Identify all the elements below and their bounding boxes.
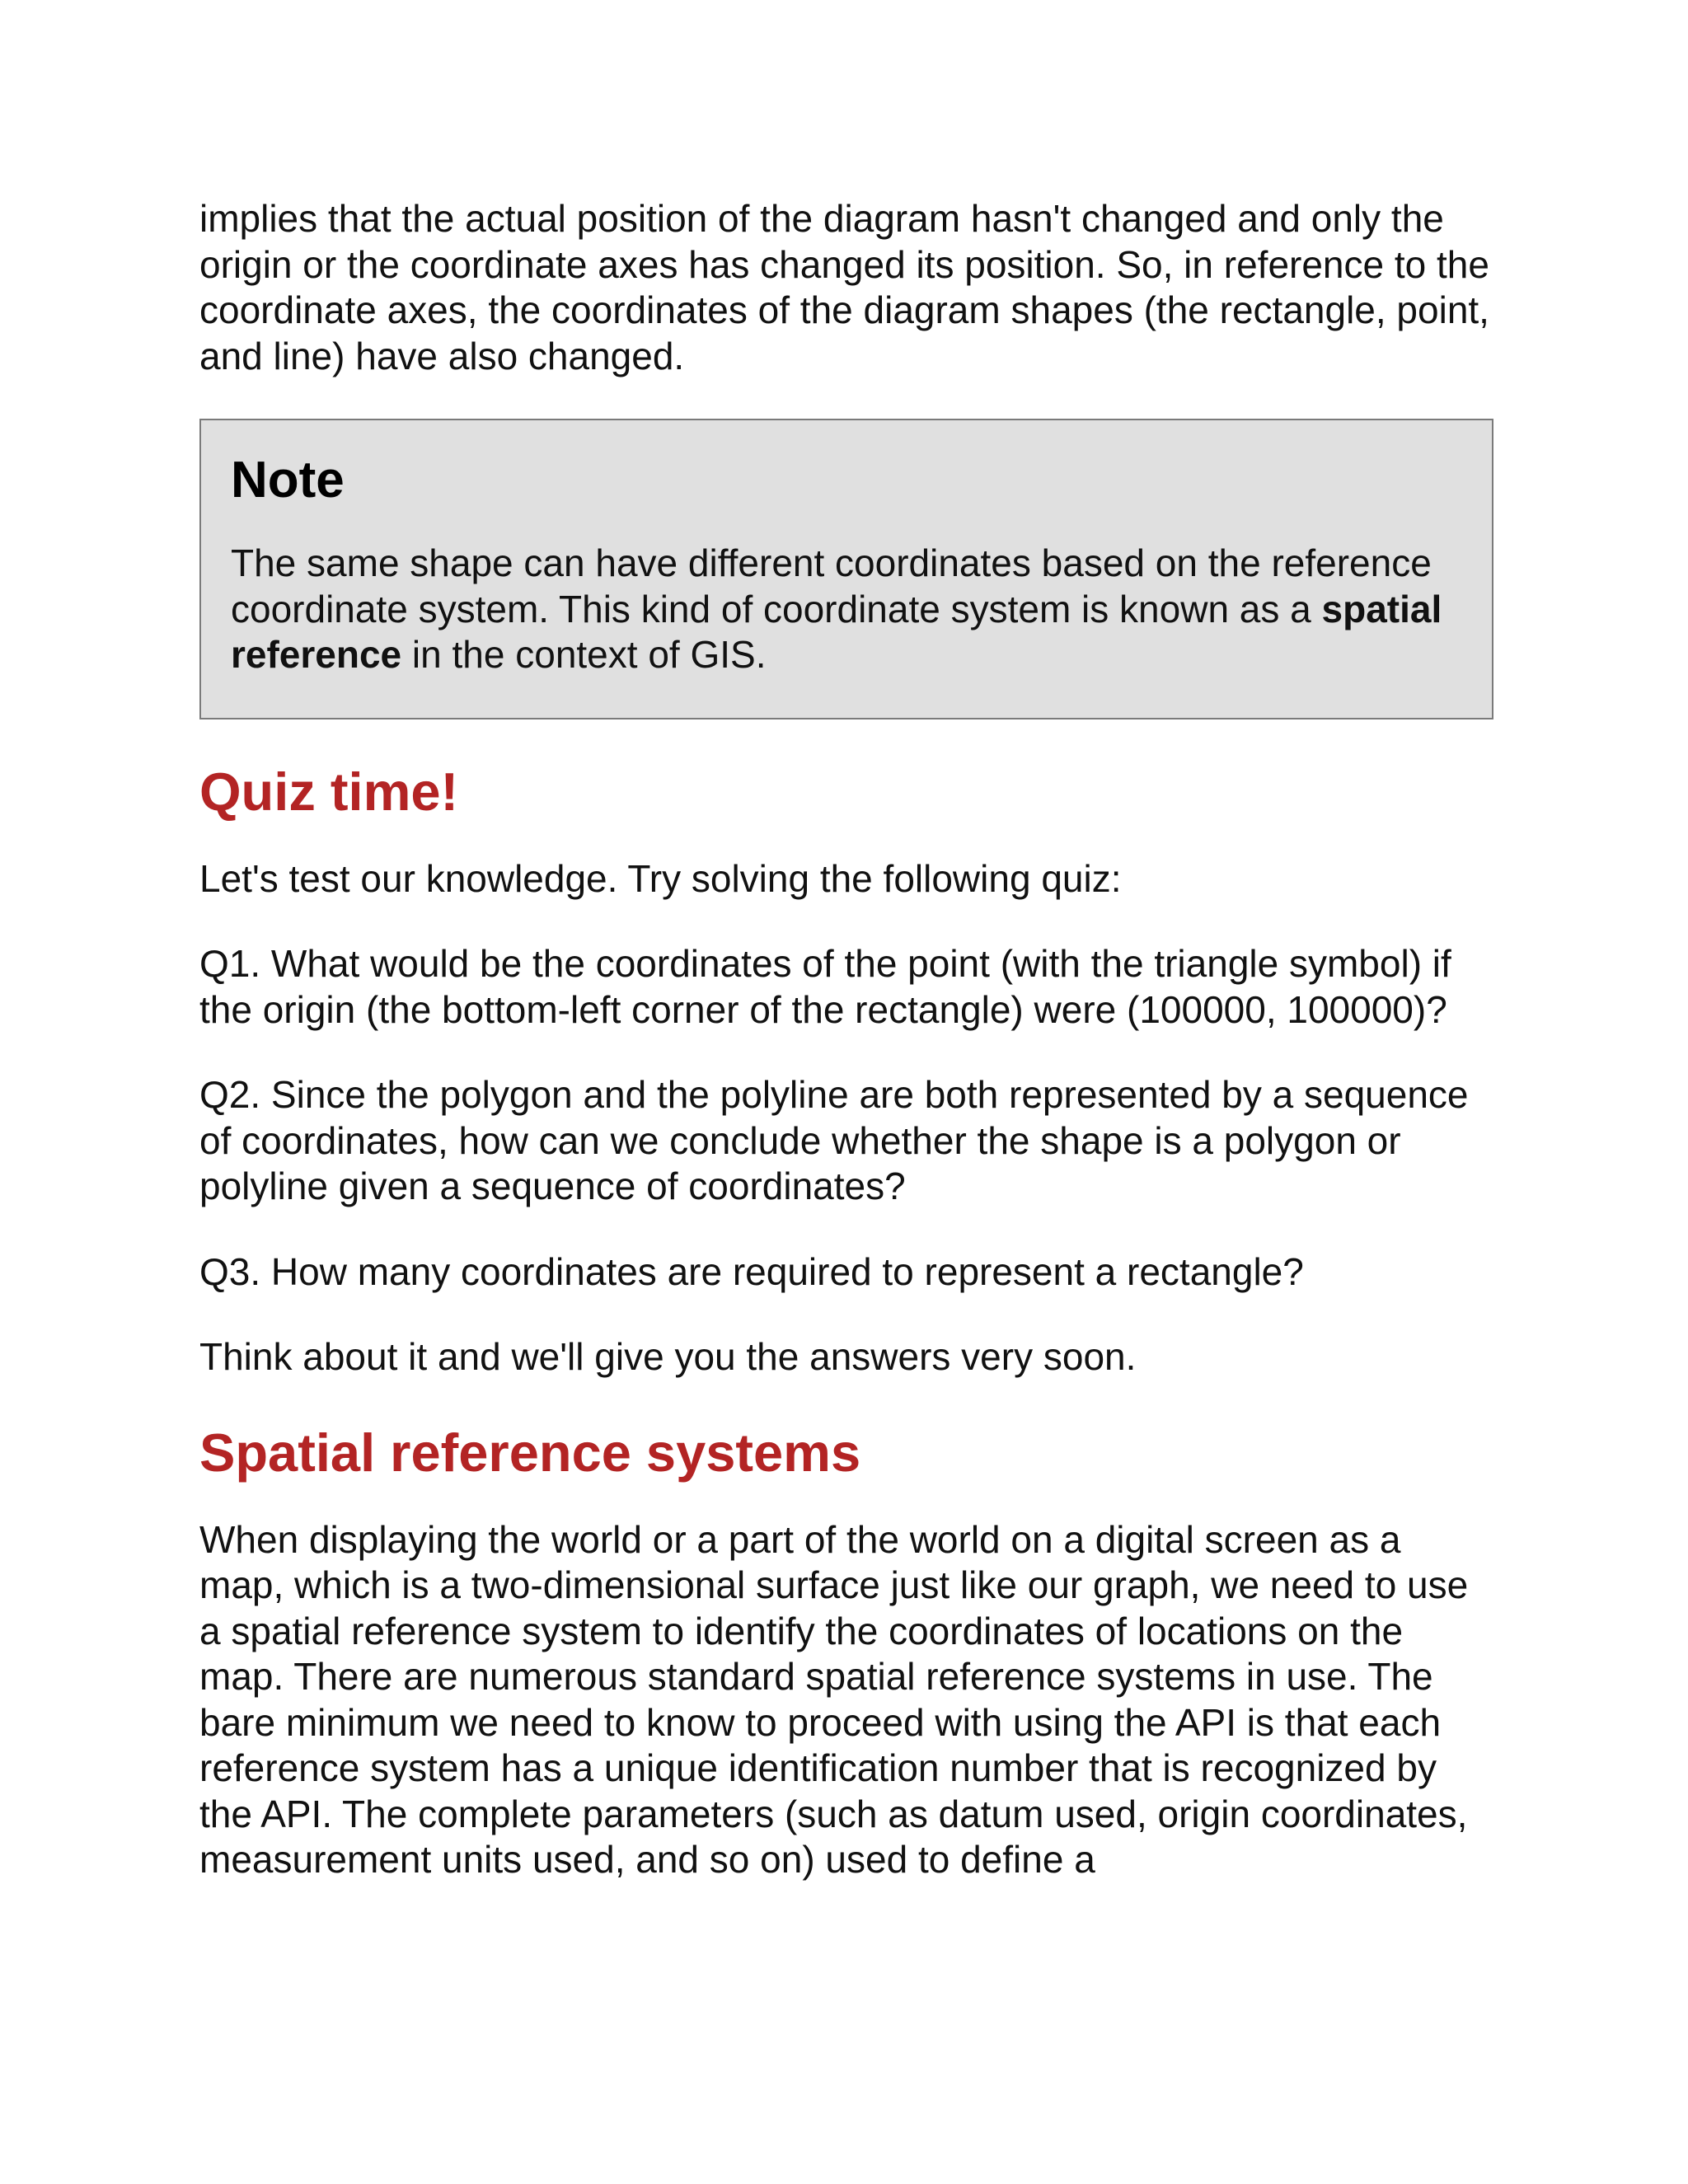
note-text-after: in the context of GIS. (401, 633, 767, 676)
document-page (199, 196, 1493, 1883)
note-paragraph (231, 541, 1462, 678)
note-box (199, 419, 1493, 719)
quiz-intro: Let's test our knowledge. Try solving the following quiz: (199, 856, 1122, 900)
spatial-heading: Spatial reference systems (199, 1422, 861, 1483)
note-text-before: The same shape can have different coordinates based on the reference coordinate system. This kind of coordinate system is known as a (231, 541, 1432, 630)
quiz-question-1: Q1. What would be the coordinates of the point (with the triangle symbol) if the origin (the bottom-left corner of the rectangle) were (100000, 100000)? (199, 942, 1451, 1031)
quiz-question-2: Q2. Since the polygon and the polyline are both represented by a sequence of coordinates, how can we conclude whether the shape is a polygon or polyline given a sequence of coordinates? (199, 1073, 1469, 1207)
quiz-heading: Quiz time! (199, 761, 459, 822)
note-bold-term: spatial reference (231, 587, 1442, 676)
spatial-paragraph: When displaying the world or a part of the world on a digital screen as a map, which is a two-dimensional surface just like our graph, we need to use a spatial reference system to identify the coordinates of locations on the map. There are numerous standard spatial reference systems in use. The bare minimum we need to know to proceed with using the API is that each reference system has a unique identification number that is recognized by the API. The complete parameters (such as datum used, origin coordinates, measurement units used, and so on) used to define a (199, 1517, 1469, 1881)
note-heading: Note (231, 452, 345, 509)
intro-paragraph: implies that the actual position of the diagram hasn't changed and only the origin or the coordinate axes has changed its position. So, in reference to the coordinate axes, the coordinates of the diagram shapes (the rectangle, point, and line) have also changed. (199, 197, 1489, 377)
quiz-closing: Think about it and we'll give you the answers very soon. (199, 1335, 1137, 1378)
quiz-question-3: Q3. How many coordinates are required to represent a rectangle? (199, 1249, 1304, 1293)
